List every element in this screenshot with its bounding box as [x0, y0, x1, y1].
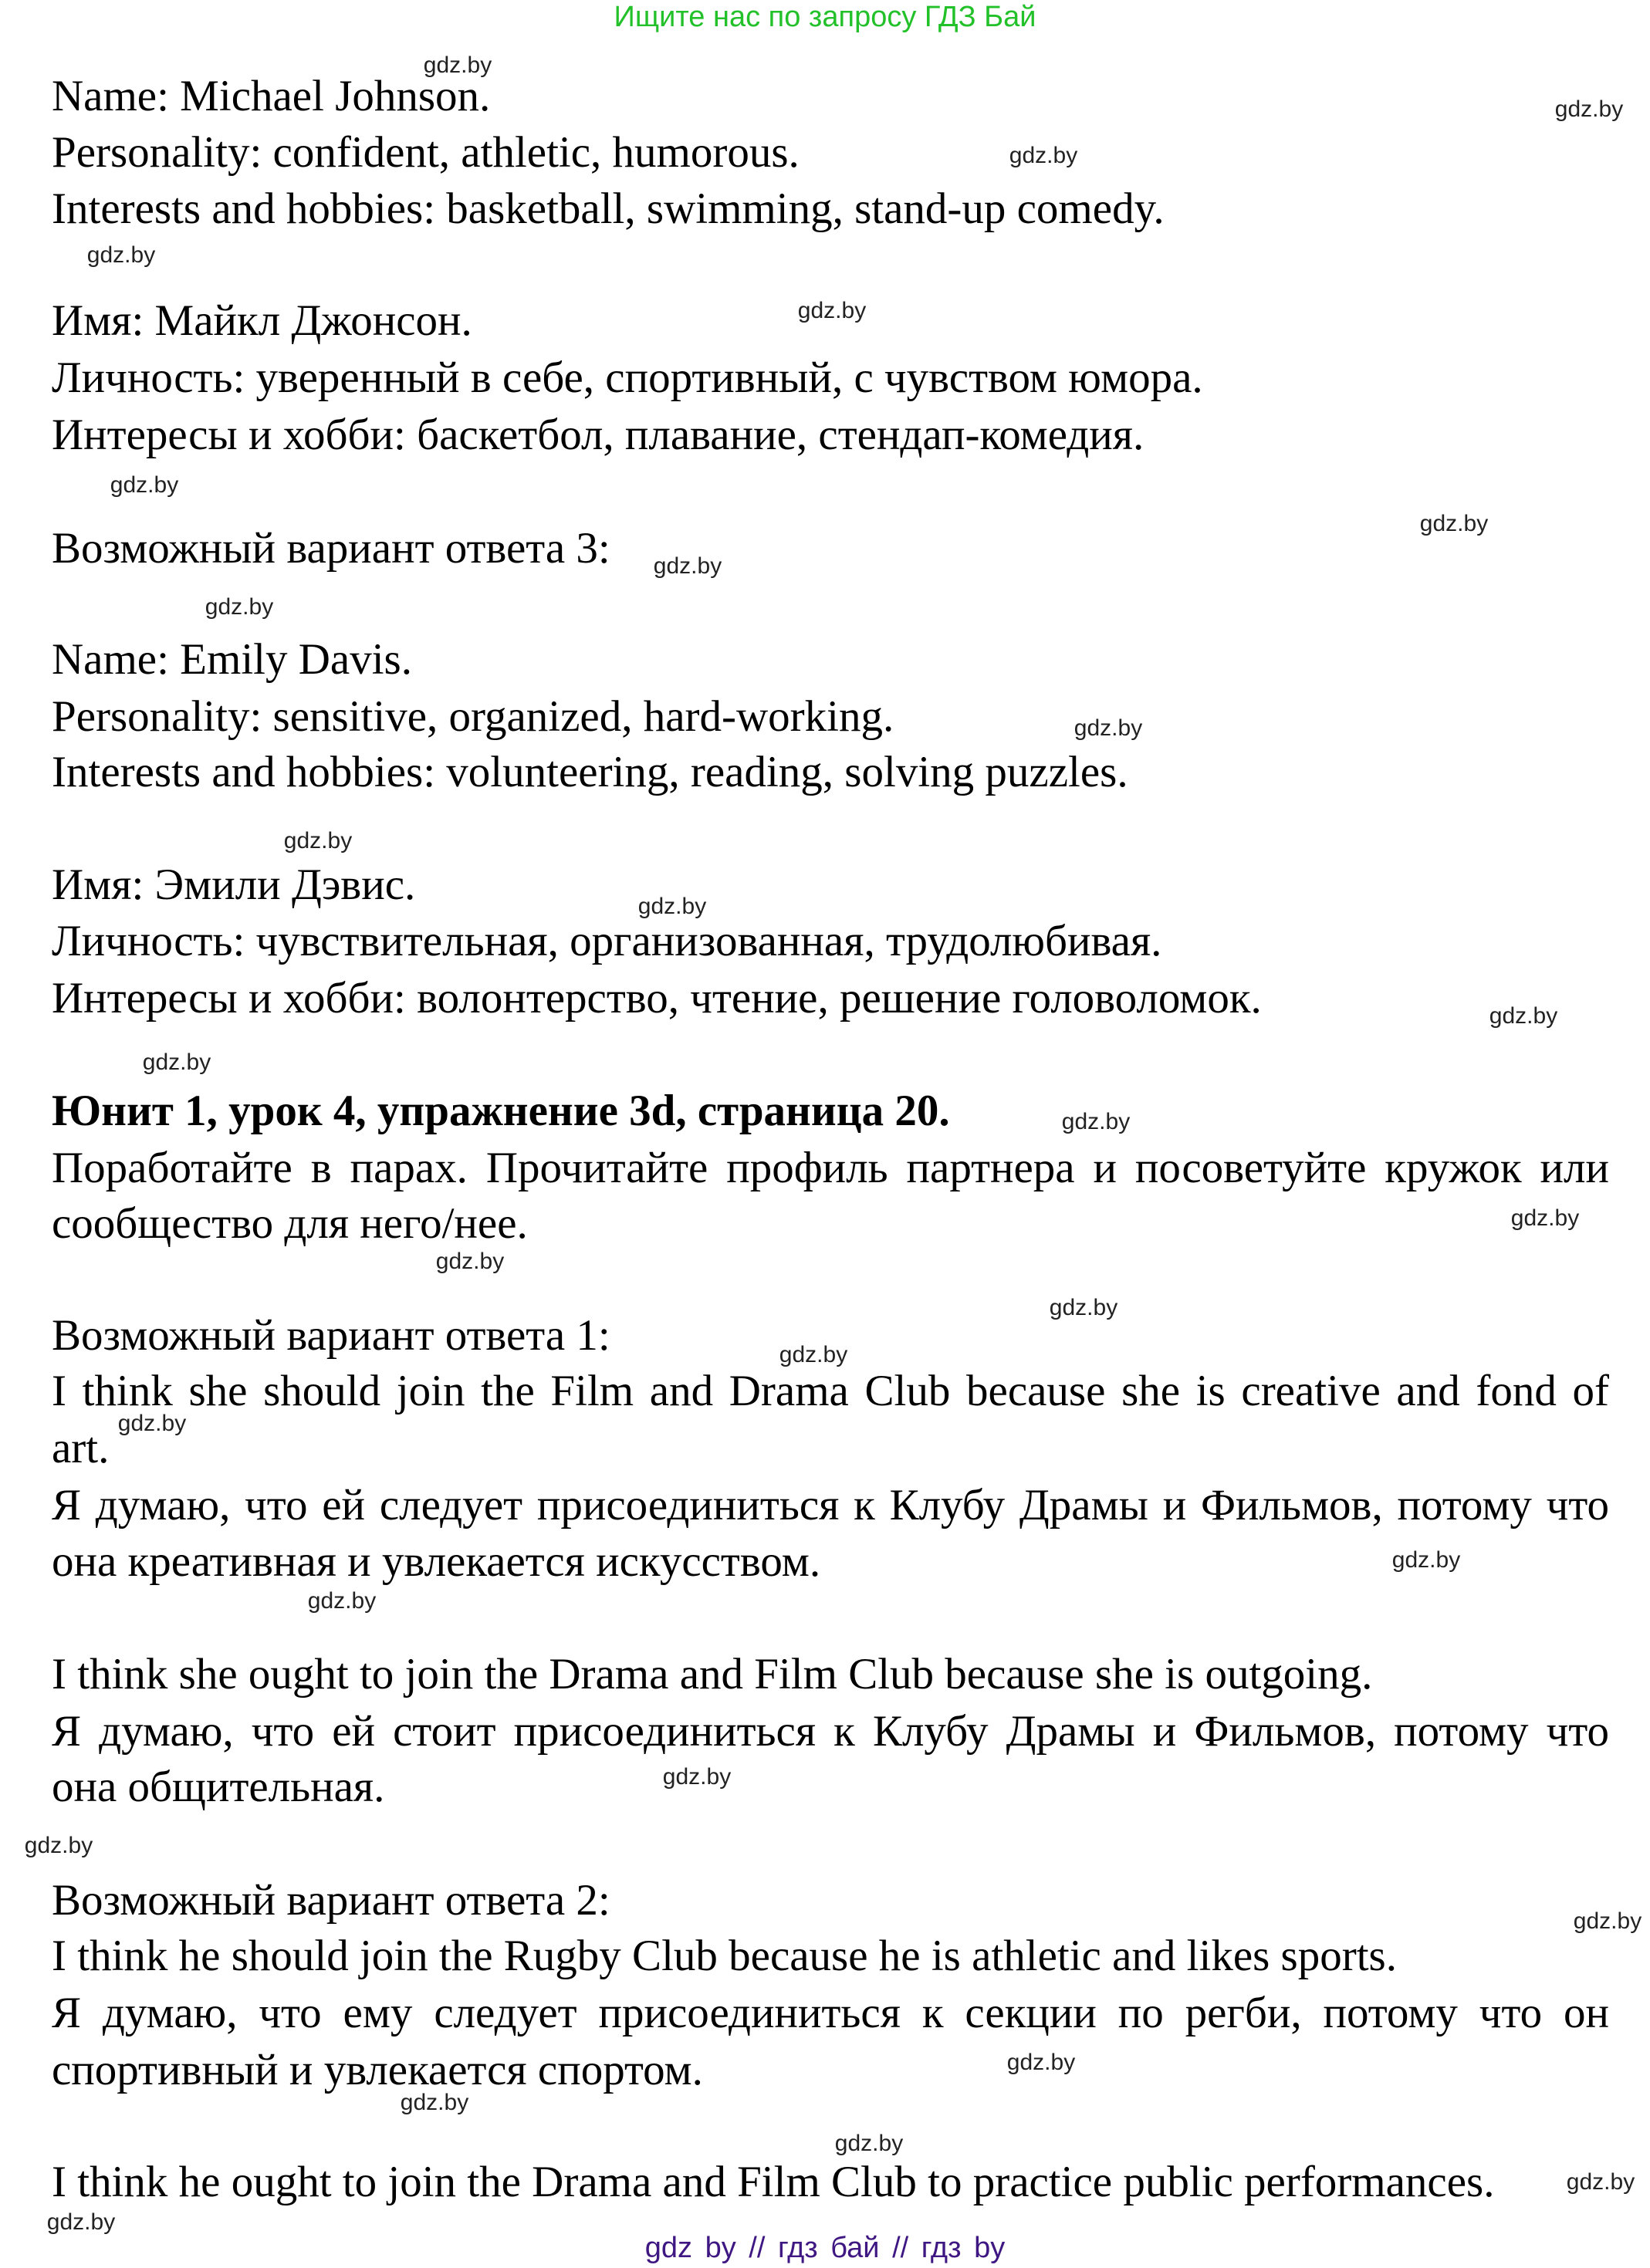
- text-line: Личность: уверенный в себе, спортивный, с чувством юмора.: [52, 353, 1203, 402]
- text-line: Personality: sensitive, organized, hard-working.: [52, 692, 894, 741]
- text-line: I think he should join the Rugby Club because he is athletic and likes sports.: [52, 1932, 1397, 1980]
- text-line: Interests and hobbies: basketball, swimming, stand-up comedy.: [52, 184, 1165, 233]
- watermark: gdz.by: [662, 1764, 732, 1790]
- text-line: Поработайте в парах. Прочитайте профиль партнера и посоветуйте кружок или: [52, 1144, 1609, 1192]
- text-line: Возможный вариант ответа 2:: [52, 1876, 610, 1925]
- watermark: gdz.by: [46, 2209, 116, 2235]
- text-line: Возможный вариант ответа 3:: [52, 524, 610, 573]
- watermark: gdz.by: [435, 1249, 505, 1274]
- watermark: gdz.by: [86, 242, 156, 268]
- watermark: gdz.by: [400, 2090, 469, 2115]
- watermark: gdz.by: [1391, 1547, 1461, 1573]
- search-hint-banner: Ищите нас по запросу ГДЗ Бай: [614, 1, 1036, 33]
- watermark: gdz.by: [24, 1833, 93, 1858]
- watermark: gdz.by: [205, 594, 274, 620]
- watermark: gdz.by: [1554, 96, 1624, 122]
- text-line: Имя: Майкл Джонсон.: [52, 296, 472, 345]
- text-line: Я думаю, что ей стоит присоединиться к Клубу Драмы и Фильмов, потому что: [52, 1707, 1609, 1756]
- watermark: gdz.by: [117, 1411, 187, 1436]
- watermark: gdz.by: [283, 828, 353, 853]
- text-line: она креативная и увлекается искусством.: [52, 1537, 821, 1586]
- watermark: gdz.by: [1006, 2050, 1076, 2075]
- watermark: gdz.by: [834, 2131, 904, 2156]
- watermark: gdz.by: [423, 52, 492, 78]
- text-line: I think she ought to join the Drama and Film Club because she is outgoing.: [52, 1650, 1373, 1698]
- text-line: Имя: Эмили Дэвис.: [52, 860, 416, 909]
- watermark: gdz.by: [1573, 1908, 1642, 1934]
- watermark: gdz.by: [1566, 2169, 1635, 2195]
- watermark: gdz.by: [1419, 511, 1489, 536]
- text-line: Интересы и хобби: волонтерство, чтение, решение головоломок.: [52, 974, 1262, 1022]
- text-line: Возможный вариант ответа 1:: [52, 1311, 610, 1360]
- watermark: gdz.by: [142, 1049, 211, 1075]
- watermark: gdz.by: [1009, 143, 1078, 168]
- text-line: Interests and hobbies: volunteering, reading, solving puzzles.: [52, 748, 1128, 796]
- watermark: gdz.by: [1061, 1109, 1131, 1134]
- text-line: сообщество для него/нее.: [52, 1199, 528, 1248]
- text-line: спортивный и увлекается спортом.: [52, 2046, 703, 2094]
- watermark: gdz.by: [110, 472, 179, 498]
- text-line: Личность: чувствительная, организованная, трудолюбивая.: [52, 917, 1162, 965]
- watermark: gdz.by: [1049, 1295, 1118, 1320]
- watermark: gdz.by: [1510, 1205, 1580, 1231]
- text-line: I think she should join the Film and Drama Club because she is creative and fond of: [52, 1367, 1609, 1415]
- text-line: Personality: confident, athletic, humorous.: [52, 128, 800, 177]
- watermark: gdz.by: [307, 1588, 377, 1614]
- text-line: Я думаю, что ему следует присоединиться к секции по регби, потому что он: [52, 1989, 1609, 2037]
- text-line: Name: Michael Johnson.: [52, 72, 491, 120]
- watermark: gdz.by: [797, 298, 867, 323]
- watermark: gdz.by: [1074, 715, 1143, 741]
- section-heading: Юнит 1, урок 4, упражнение 3d, страница 20.: [52, 1087, 950, 1135]
- text-line: она общительная.: [52, 1763, 385, 1811]
- text-line: Name: Emily Davis.: [52, 635, 412, 684]
- watermark: gdz.by: [653, 553, 722, 579]
- site-footer-links[interactable]: gdz by // гдз бай // гдз by: [644, 2232, 1006, 2264]
- text-line: art.: [52, 1424, 110, 1472]
- text-line: Я думаю, что ей следует присоединиться к Клубу Драмы и Фильмов, потому что: [52, 1481, 1609, 1529]
- text-line: Интересы и хобби: баскетбол, плавание, стендап-комедия.: [52, 411, 1145, 459]
- watermark: gdz.by: [637, 894, 707, 919]
- watermark: gdz.by: [1489, 1003, 1558, 1029]
- watermark: gdz.by: [779, 1342, 848, 1367]
- text-line: I think he ought to join the Drama and Film Club to practice public performances.: [52, 2158, 1495, 2206]
